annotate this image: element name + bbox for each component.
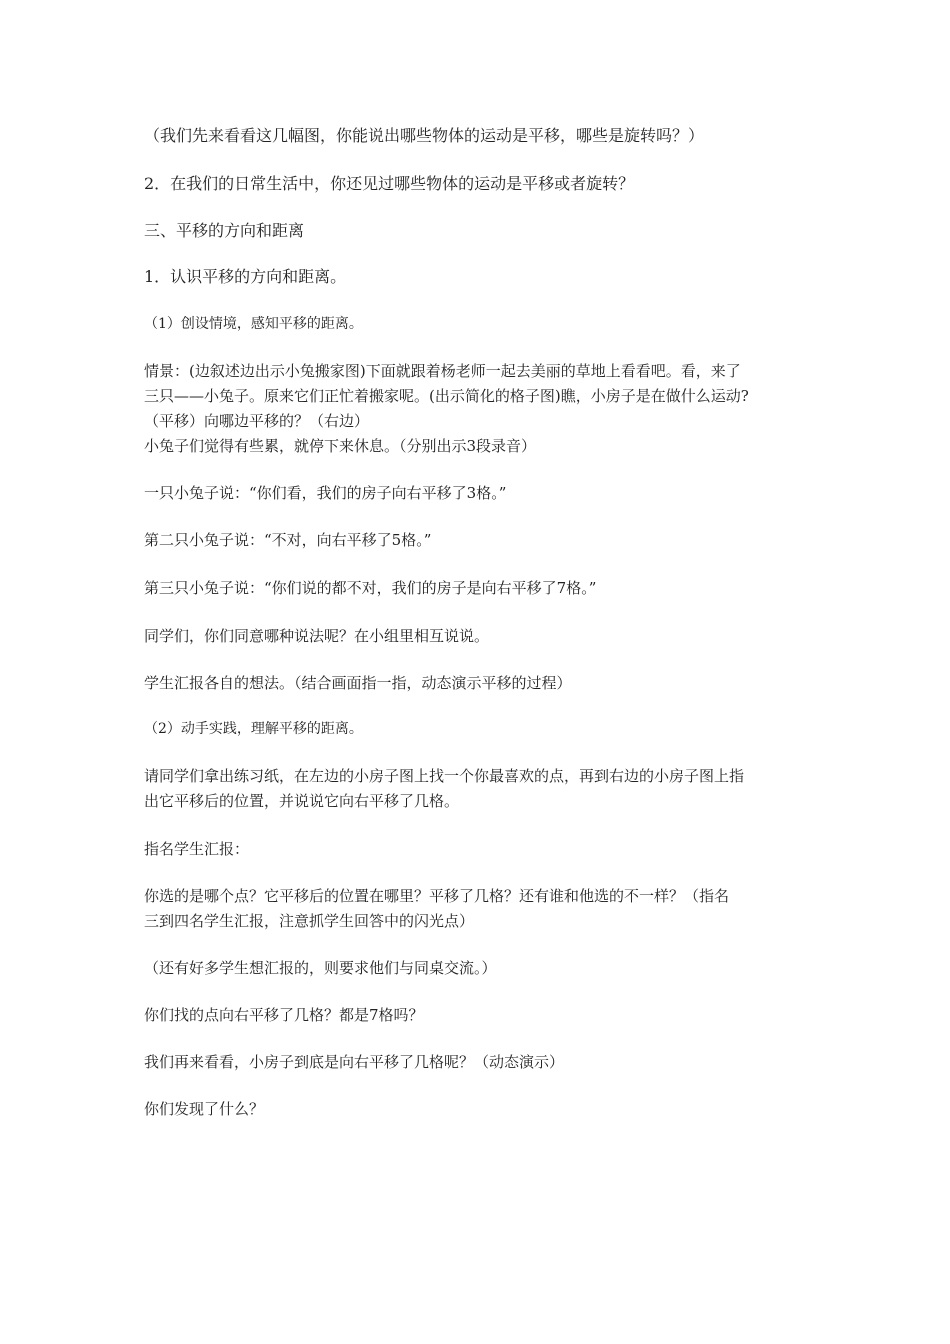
scenario-line-4: 小兔子们觉得有些累，就停下来休息。（分别出示3段录音） [144, 437, 537, 455]
rabbit-three-quote: 第三只小兔子说：“你们说的都不对，我们的房子是向右平移了7格。” [144, 579, 597, 597]
report-heading: 指名学生汇报： [144, 840, 250, 858]
practice-instruction-line-1: 请同学们拿出练习纸，在左边的小房子图上找一个你最喜欢的点，再到右边的小房子图上指 [144, 767, 745, 785]
group-discussion-prompt: 同学们，你们同意哪种说法呢？在小组里相互说说。 [144, 627, 490, 645]
practice-instruction-line-2: 出它平移后的位置，并说说它向右平移了几格。 [144, 792, 460, 810]
scenario-line-1: 情景：(边叙述边出示小兔搬家图)下面就跟着杨老师一起去美丽的草地上看看吧。看，来了 [144, 362, 741, 380]
student-report-note: 学生汇报各自的想法。（结合画面指一指，动态演示平移的过程） [144, 674, 572, 692]
step-heading-2: （2）动手实践，理解平移的距离。 [144, 721, 363, 737]
discovery-question: 你们发现了什么？ [144, 1100, 265, 1118]
report-question-line-2: 三到四名学生汇报，注意抓学生回答中的闪光点） [144, 912, 475, 930]
section-heading-direction-distance: 三、平移的方向和距离 [144, 221, 305, 240]
rabbit-two-quote: 第二只小兔子说：“不对，向右平移了5格。” [144, 531, 432, 549]
paragraph-intro-question: （我们先来看看这几幅图，你能说出哪些物体的运动是平移，哪些是旋转吗？） [144, 126, 705, 145]
peer-exchange-note: （还有好多学生想汇报的，则要求他们与同桌交流。） [144, 959, 497, 977]
paragraph-daily-life-question: 2．在我们的日常生活中，你还见过哪些物体的运动是平移或者旋转？ [144, 174, 635, 193]
scenario-line-2: 三只——小兔子。原来它们正忙着搬家呢。(出示简化的格子图)瞧，小房子是在做什么运动? [144, 387, 749, 405]
scenario-line-3: （平移）向哪边平移的？（右边） [144, 412, 370, 430]
rabbit-one-quote: 一只小兔子说：“你们看，我们的房子向右平移了3格。” [144, 484, 507, 502]
report-question-line-1: 你选的是哪个点？它平移后的位置在哪里？平移了几格？还有谁和他选的不一样？（指名 [144, 887, 730, 905]
step-heading-1: （1）创设情境，感知平移的距离。 [144, 316, 363, 332]
seven-squares-question: 你们找的点向右平移了几格？都是7格吗？ [144, 1006, 424, 1024]
subsection-heading-1: 1．认识平移的方向和距离。 [144, 267, 347, 286]
animation-demo-question: 我们再来看看，小房子到底是向右平移了几格呢？（动态演示） [144, 1053, 565, 1071]
